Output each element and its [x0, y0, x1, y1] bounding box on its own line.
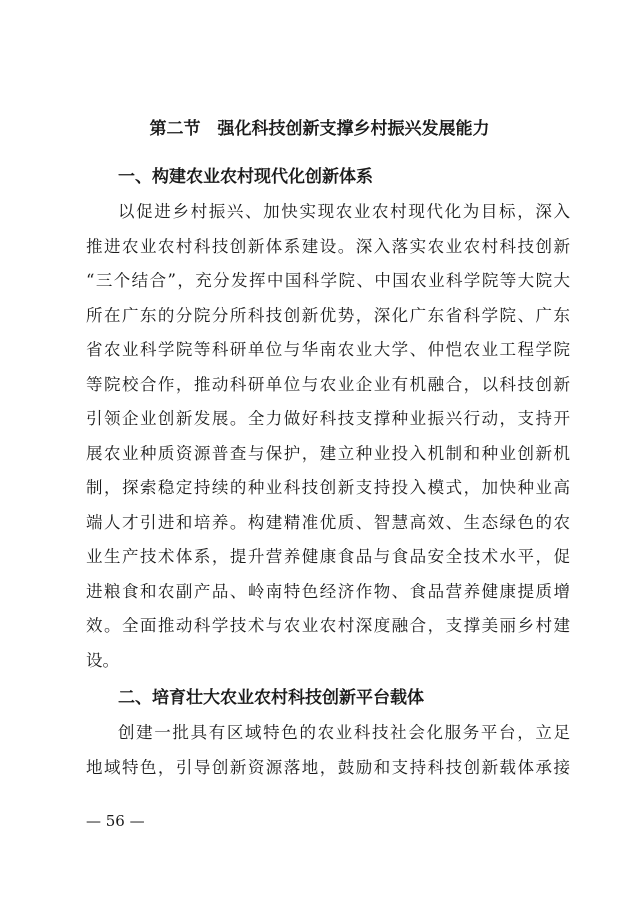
paragraph-line: 业生产技术体系，提升营养健康食品与食品安全技术水平，促: [86, 547, 570, 566]
part1-heading: 一、构建农业农村现代化创新体系: [118, 167, 373, 187]
paragraph-line: 创建一批具有区域特色的农业科技社会化服务平台，立足: [118, 723, 570, 742]
paragraph-line: 设。: [86, 651, 119, 670]
page-number: — 56 —: [86, 812, 145, 830]
part2-heading: 二、培育壮大农业农村科技创新平台载体: [118, 688, 424, 708]
paragraph-line: 等院校合作，推动科研单位与农业企业有机融合，以科技创新: [86, 375, 570, 394]
paragraph-line: 所在广东的分院分所科技创新优势，深化广东省科学院、广东: [86, 306, 570, 325]
paragraph-line: 展农业种质资源普查与保护，建立种业投入机制和种业创新机: [86, 444, 570, 463]
paragraph-line: “三个结合”，充分发挥中国科学院、中国农业科学院等大院大: [86, 271, 570, 290]
paragraph-line: 制，探索稳定持续的种业科技创新支持投入模式，加快种业高: [86, 478, 570, 497]
paragraph-line: 以促进乡村振兴、加快实现农业农村现代化为目标，深入: [118, 202, 570, 221]
paragraph-line: 端人才引进和培养。构建精准优质、智慧高效、生态绿色的农: [86, 513, 570, 532]
paragraph-line: 推进农业农村科技创新体系建设。深入落实农业农村科技创新: [86, 237, 570, 256]
paragraph-line: 地域特色，引导创新资源落地，鼓励和支持科技创新载体承接: [86, 758, 570, 777]
paragraph-line: 省农业科学院等科研单位与华南农业大学、仲恺农业工程学院: [86, 340, 570, 359]
paragraph-line: 进粮食和农副产品、岭南特色经济作物、食品营养健康提质增: [86, 582, 570, 601]
paragraph-line: 效。全面推动科学技术与农业农村深度融合，支撑美丽乡村建: [86, 616, 570, 635]
section-title: 第二节 强化科技创新支撑乡村振兴发展能力: [149, 119, 490, 139]
paragraph-line: 引领企业创新发展。全力做好科技支撑种业振兴行动，支持开: [86, 409, 570, 428]
